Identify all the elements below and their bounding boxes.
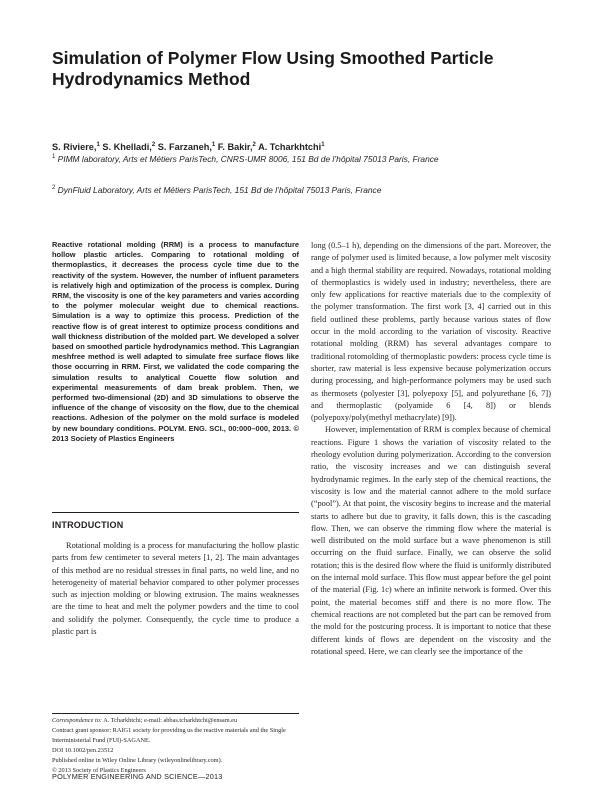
copyright-note: © 2013 Society of Plastics Engineers xyxy=(52,766,146,774)
affiliation-marker: 1 xyxy=(321,141,325,148)
affiliation-text: PIMM laboratory, Arts et Métiers ParisTech, CNRS-UMR 8006, 151 Bd de l’hôpital 75013 Paris, France xyxy=(55,154,439,164)
body-paragraph: long (0.5–1 h), depending on the dimensions of the part. Moreover, the range of polymer used is limited because, a low polymer melt viscosity and a high thermal stability are required. Nowadays, rotational molding of thermoplastics is widely used in industry; nevertheless, there are only few applications for reactive materials due to the complexity of the polymer transformation. The first work [3, 4] carried out in this field outlined these problems, partly because various states of flow occur in the mold according to the variation of viscosity. Reactive rotational molding (RRM) has several advantages compare to traditional rotomolding of thermoplastic powders: process cycle time is shorter, raw material is less expensive because polymerization occurs during processing, and high-performance polymers may be used such as thermosets (polyester [3], polyepoxy [5], and polyurethane [6, 7]) and thermoplastic (polyamide 6 [4, 8]) or blends (polyepoxy/poly(methyl methacrylate) [9]). xyxy=(311,241,551,423)
grant-note: Contract grant sponsor: RAIG1 society for providing us the reactive materials and the Single Interministerial Fund (FUI)-SAGANE. xyxy=(52,726,286,744)
author-name: A. Tcharkhtchi xyxy=(255,142,322,152)
affiliation-marker: 1 xyxy=(211,141,216,148)
affiliation-text: DynFluid Laboratory, Arts et Métiers ParisTech, 151 Bd de l’hôpital 75013 Paris, France xyxy=(55,185,382,195)
affiliation-marker: 1 xyxy=(96,141,100,148)
author-name: S. Riviere, xyxy=(52,142,97,152)
author-list xyxy=(52,141,562,153)
correspondence-text: A. Tcharkhtchi; e-mail: abbas.tcharkhtchi@ensam.eu xyxy=(101,717,238,724)
affiliation-marker: 1 xyxy=(52,154,56,161)
body-paragraph: However, implementation of RRM is complex because of chemical reactions. Figure 1 shows the variation of viscosity related to the rheology evolution during polymerization. According to the conversion ratio, the viscosity increases and we can distinguish several hydrodynamic regimes. In the early step of the chemical reactions, the viscosity is low and the material cannot adhere to the mold surface (“pool”). At that point, the viscosity begins to increase and the material starts to adhere but due to gravity, it falls down, this is the cascading flow. Then, we can observe the rimming flow where the material is well distributed on the mold surface but a wave phenomenon is still occurring on the fluid surface. Finally, we can observe the solid rotation; this is the desired flow where the fluid is uniformly distributed on the internal mold surface. This flow must appear before the gel point of the material (Fig. 1c) where an infinite network is formed. Over this point, the material becomes stiff and there is no more flow. The chemical reactions are not completed but the part can be removed from the mold for the postcuring process. It is important to notice that these different kinds of flows are dependent on the viscosity and the rotational speed. Here, we can clearly see the importance of the xyxy=(311,425,551,656)
right-column xyxy=(311,240,551,658)
correspondence-label: Correspondence to: xyxy=(52,717,102,724)
affiliation-2 xyxy=(52,185,562,196)
published-note: Published online in Wiley Online Library (wileyonlinelibrary.com). xyxy=(52,756,223,764)
journal-footer: POLYMER ENGINEERING AND SCIENCE—2013 xyxy=(52,772,223,781)
affiliation-marker: 2 xyxy=(151,141,156,148)
author-name: S. Farzaneh, xyxy=(155,142,212,152)
doi-note: DOI 10.1002/pen.23512 xyxy=(52,746,114,754)
affiliation-marker: 2 xyxy=(252,141,256,148)
abstract: Reactive rotational molding (RRM) is a process to manufacture hollow plastic articles. Comparing to rotational molding of thermoplastics, it decreases the process cycle time due to the reactivity of the system. However, the number of influent parameters is relatively high and optimization of the process is complex. During RRM, the viscosity is one of the key parameters and varies according to the polymer molecular weight due to chemical reactions. Simulation is a way to optimize this process. Prediction of the reactive flow is of great interest to optimize process conditions and wall thickness distribution of the molded part. We developed a solver based on smoothed particle hydrodynamics method. This Lagrangian meshfree method is well adapted to simulate free surface flows like those occurring in RRM. First, we validated the code comparing the simulation results to analytical Couette flow solution and experimental measurements of dam break problem. Then, we performed two-dimensional (2D) and 3D simulations to observe the influence of the change of viscosity on the flow, due to the chemical reactions. Adhesion of the polymer on the mold surface is modeled by new boundary conditions. POLYM. ENG. SCI., 00:000–000, 2013. © 2013 Society of Plastics Engineers xyxy=(52,240,299,443)
footnotes xyxy=(52,716,299,775)
section-heading-introduction: INTRODUCTION xyxy=(52,520,124,530)
author-name: F. Bakir, xyxy=(215,142,253,152)
affiliation-1 xyxy=(52,154,562,165)
affiliation-marker: 2 xyxy=(52,185,56,192)
section-divider xyxy=(52,512,299,513)
intro-paragraph: Rotational molding is a process for manufacturing the hollow plastic parts from few centimeter to several meters [1, 2]. The main advantages of this method are no residual stresses in final parts, no weld line, and no heterogeneity of material behavior compared to other polymer processes such as injection molding or blowing extrusion. The mains weaknesses are the time to heat and melt the polymer powders and the time to cool and solidify the polymer. Consequently, the cycle time to produce a plastic part is xyxy=(52,541,299,637)
author-name: S. Khelladi, xyxy=(99,142,152,152)
paper-title: Simulation of Polymer Flow Using Smoothed Particle Hydrodynamics Method xyxy=(52,48,494,89)
footnote-divider xyxy=(52,713,299,714)
correspondence-note xyxy=(52,716,299,726)
